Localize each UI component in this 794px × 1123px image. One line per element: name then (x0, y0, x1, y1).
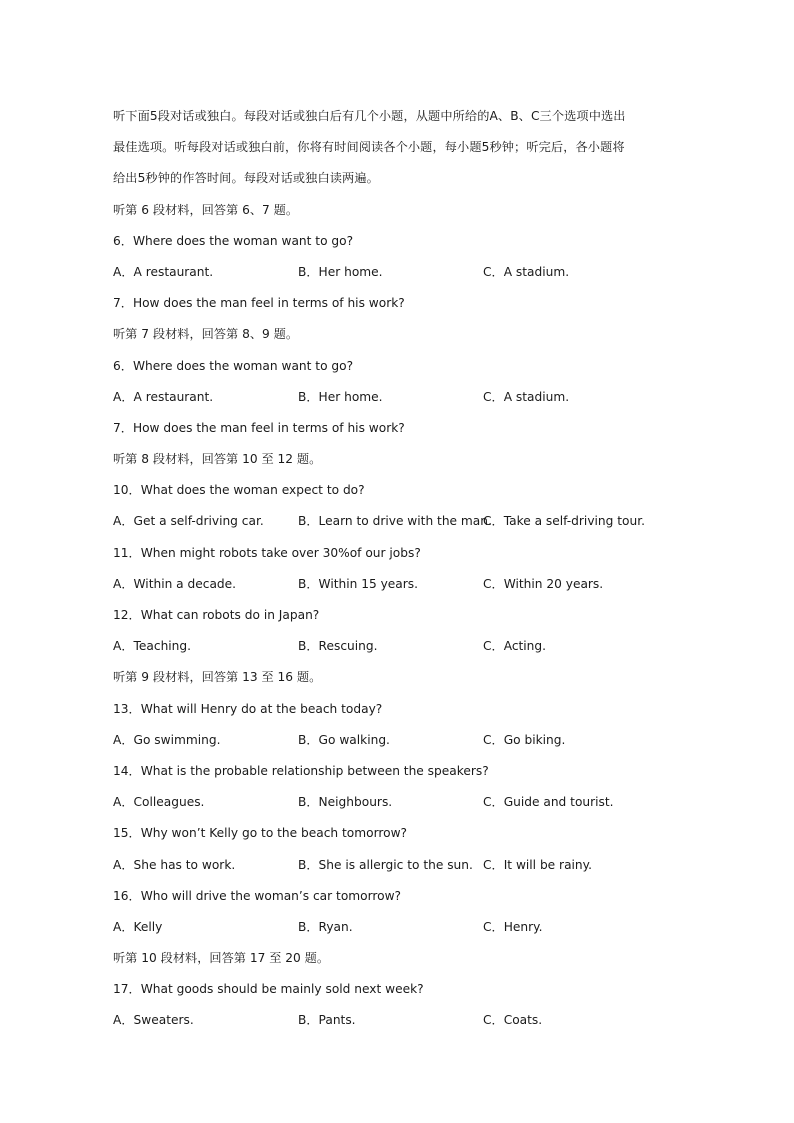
answer-options (113, 912, 703, 943)
question-text: 7．How does the man feel in terms of his work? (113, 420, 405, 435)
option-c[interactable]: C．Go biking. (483, 732, 566, 747)
question-text: 14．What is the probable relationship between the speakers? (113, 763, 489, 778)
option-c[interactable]: C．Coats. (483, 1013, 543, 1028)
option-a[interactable]: A．Colleagues. (113, 795, 205, 810)
option-a[interactable]: A．Teaching. (113, 639, 192, 654)
listening-instructions (113, 101, 703, 195)
option-c[interactable]: C．Henry. (483, 919, 543, 934)
instruction-line: 听下面5段对话或独白。每段对话或独白后有几个小题，从题中所给的A、B、C三个选项中选出 (113, 109, 626, 123)
question-text: 11．When might robots take over 30%of our jobs? (113, 545, 421, 560)
option-c[interactable]: C．A stadium. (483, 389, 570, 404)
question-text: 6．Where does the woman want to go? (113, 233, 354, 248)
option-c[interactable]: C．Acting. (483, 639, 547, 654)
question-text: 17．What goods should be mainly sold next week? (113, 982, 424, 997)
option-a[interactable]: A．Sweaters. (113, 1013, 194, 1028)
answer-options (113, 787, 703, 818)
answer-options (113, 850, 703, 881)
instruction-line: 最佳选项。听每段对话或独白前，你将有时间阅读各个小题，每小题5秒钟；听完后，各小题将 (113, 140, 625, 155)
option-a[interactable]: A．A restaurant. (113, 389, 214, 404)
question-text: 15．Why won’t Kelly go to the beach tomorrow? (113, 826, 408, 841)
option-c[interactable]: C．A stadium. (483, 264, 570, 279)
option-c[interactable]: C．Take a self-driving tour. (483, 514, 645, 529)
question-text: 10．What does the woman expect to do? (113, 483, 365, 498)
answer-options (113, 569, 703, 600)
option-b[interactable]: B．Go walking. (298, 732, 390, 747)
section-heading: 听第 8 段材料，回答第 10 至 12 题。 (113, 452, 322, 467)
option-b[interactable]: B．Her home. (298, 264, 383, 279)
question-list (113, 195, 703, 1037)
question-text: 7．How does the man feel in terms of his work? (113, 296, 405, 311)
answer-options (113, 631, 703, 662)
question-text: 16．Who will drive the woman’s car tomorrow? (113, 888, 402, 903)
option-b[interactable]: B．Rescuing. (298, 639, 378, 654)
answer-options (113, 257, 703, 288)
option-b[interactable]: B．She is allergic to the sun. (298, 857, 473, 872)
option-a[interactable]: A．A restaurant. (113, 264, 214, 279)
section-heading: 听第 7 段材料，回答第 8、9 题。 (113, 327, 299, 342)
question-text: 12．What can robots do in Japan? (113, 608, 320, 622)
option-c[interactable]: C．Within 20 years. (483, 576, 604, 591)
option-a[interactable]: A．Get a self-driving car. (113, 514, 264, 529)
option-a[interactable]: A．Kelly (113, 919, 163, 934)
answer-options (113, 725, 703, 756)
question-text: 6．Where does the woman want to go? (113, 358, 354, 373)
option-b[interactable]: B．Within 15 years. (298, 576, 419, 591)
instruction-line: 给出5秒钟的作答时间。每段对话或独白读两遍。 (113, 171, 379, 186)
option-a[interactable]: A．Within a decade. (113, 576, 237, 591)
option-b[interactable]: B．Her home. (298, 389, 383, 404)
answer-options (113, 382, 703, 413)
section-heading: 听第 9 段材料，回答第 13 至 16 题。 (113, 670, 322, 685)
option-b[interactable]: B．Neighbours. (298, 795, 393, 810)
option-b[interactable]: B．Pants. (298, 1013, 356, 1028)
option-a[interactable]: A．Go swimming. (113, 732, 221, 747)
section-heading: 听第 6 段材料，回答第 6、7 题。 (113, 202, 299, 217)
option-c[interactable]: C．Guide and tourist. (483, 795, 614, 810)
section-heading: 听第 10 段材料，回答第 17 至 20 题。 (113, 951, 330, 966)
option-b[interactable]: B．Ryan. (298, 919, 353, 934)
option-c[interactable]: C．It will be rainy. (483, 857, 592, 872)
answer-options (113, 506, 703, 537)
option-b[interactable]: B．Learn to drive with the man. (298, 514, 492, 529)
option-a[interactable]: A．She has to work. (113, 857, 236, 872)
answer-options (113, 1005, 703, 1036)
exam-page (113, 101, 703, 1037)
question-text: 13．What will Henry do at the beach today? (113, 701, 383, 716)
